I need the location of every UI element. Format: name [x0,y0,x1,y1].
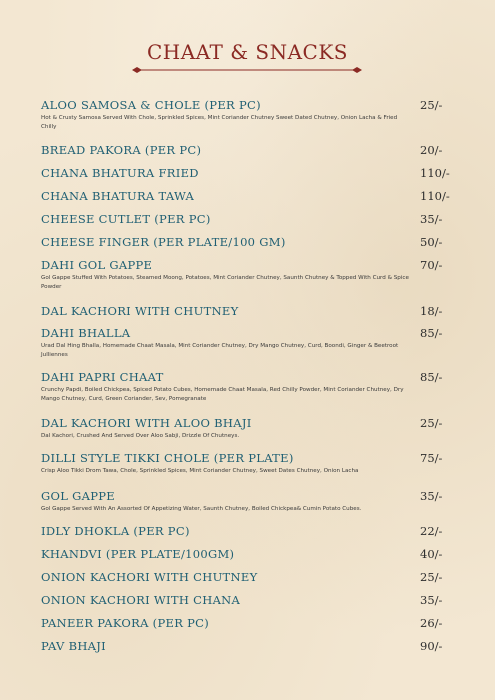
menu-item [41,638,461,654]
menu-item-description: Crisp Aloo Tikki Drom Tawa, Chole, Sprinkled Spices, Mint Coriander Chutney, Sweet Dates Chutney, Onion Lacha [41,468,359,474]
menu-item-name: ONION KACHORI WITH CHANA [41,593,241,607]
menu-item-description: Gol Gappe Served With An Assorted Of Appetizing Water, Saunth Chutney, Boiled Chickpea& Cumin Potato Cubes. [41,506,362,512]
menu-item-name: PAV BHAJI [41,639,107,653]
title-wrap [0,40,495,64]
menu-item [41,142,461,158]
menu-item-description: Dal Kachori, Crushed And Served Over Aloo Sabji, Drizzle Of Chutneys. [41,433,240,439]
menu-item-price: 35/- [420,489,443,503]
menu-item-name: DAL KACHORI WITH ALOO BHAJI [41,416,252,430]
menu-item-description: Crunchy Papdi, Boiled Chickpea, Spiced Potato Cubes, Homemade Chaat Masala, Red Chilly Powder, Mint Coriander Chutney, Dry Mango Chutney, Curd, Green Coriander, Sev, Pomegranate [41,387,404,402]
menu-item [41,257,461,292]
menu-item-name: DAHI GOL GAPPE [41,258,153,272]
menu-item-name: CHANA BHATURA TAWA [41,189,195,203]
menu-item-name: DAHI PAPRI CHAAT [41,370,164,384]
menu-item [41,325,461,360]
menu-item-name: ALOO SAMOSA & CHOLE (PER PC) [41,98,261,112]
menu-item-price: 20/- [420,143,443,157]
menu-item-price: 50/- [420,235,443,249]
menu-item-description: Gol Gappe Stuffed With Potatoes, Steamed Moong, Potatoes, Mint Coriander Chutney, Saunth Chutney & Topped With Curd & Spice Powder [41,275,409,290]
menu-item-name: CHEESE FINGER (PER PLATE/100 GM) [41,235,286,249]
menu-item-name: CHANA BHATURA FRIED [41,166,199,180]
menu-item-price: 25/- [420,416,443,430]
menu-item-name: DAL KACHORI WITH CHUTNEY [41,304,239,318]
page-title: CHAAT & SNACKS [147,40,348,64]
menu-item [41,450,461,476]
menu-item-description: Urad Dal Hing Bhalla, Homemade Chaat Masala, Mint Coriander Chutney, Dry Mango Chutney, Curd, Boondi, Ginger & Beetroot Julliennes [41,343,399,358]
menu-item [41,523,461,539]
menu-item [41,234,461,250]
menu-item [41,488,461,514]
menu-item-price: 18/- [420,304,443,318]
menu-item-price: 75/- [420,451,443,465]
menu-item-price: 70/- [420,258,443,272]
menu-item-name: BREAD PAKORA (PER PC) [41,143,202,157]
title-underline-ornament [132,66,362,74]
menu-item [41,188,461,204]
menu-item [41,569,461,585]
menu-item [41,546,461,562]
menu-item-price: 90/- [420,639,443,653]
menu-item [41,415,461,441]
menu-item-price: 110/- [420,166,450,180]
menu-item-price: 25/- [420,570,443,584]
menu-item-price: 110/- [420,189,450,203]
menu-item-price: 35/- [420,212,443,226]
menu-item-description: Hot & Crusty Samosa Served With Chole, Sprinkled Spices, Mint Coriander Chutney Sweet Dated Chutney, Onion Lacha & Fried Chilly [41,115,398,130]
menu-item [41,165,461,181]
menu-item-name: GOL GAPPE [41,489,115,503]
menu-item-name: PANEER PAKORA (PER PC) [41,616,210,630]
menu-item [41,592,461,608]
menu-item-name: IDLY DHOKLA (PER PC) [41,524,190,538]
menu-item-price: 85/- [420,370,443,384]
menu-item-price: 35/- [420,593,443,607]
menu-item-price: 26/- [420,616,443,630]
menu-item-name: DAHI BHALLA [41,326,131,340]
menu-item-name: ONION KACHORI WITH CHUTNEY [41,570,258,584]
menu-item [41,211,461,227]
menu-item [41,303,461,319]
menu-item [41,615,461,631]
menu-item-price: 22/- [420,524,443,538]
menu-item-price: 40/- [420,547,443,561]
menu-item-name: KHANDVI (PER PLATE/100GM) [41,547,235,561]
menu-item [41,369,461,404]
menu-item-price: 85/- [420,326,443,340]
menu-item-price: 25/- [420,98,443,112]
menu-item [41,97,461,132]
menu-item-name: DILLI STYLE TIKKI CHOLE (PER PLATE) [41,451,294,465]
menu-item-name: CHEESE CUTLET (PER PC) [41,212,211,226]
